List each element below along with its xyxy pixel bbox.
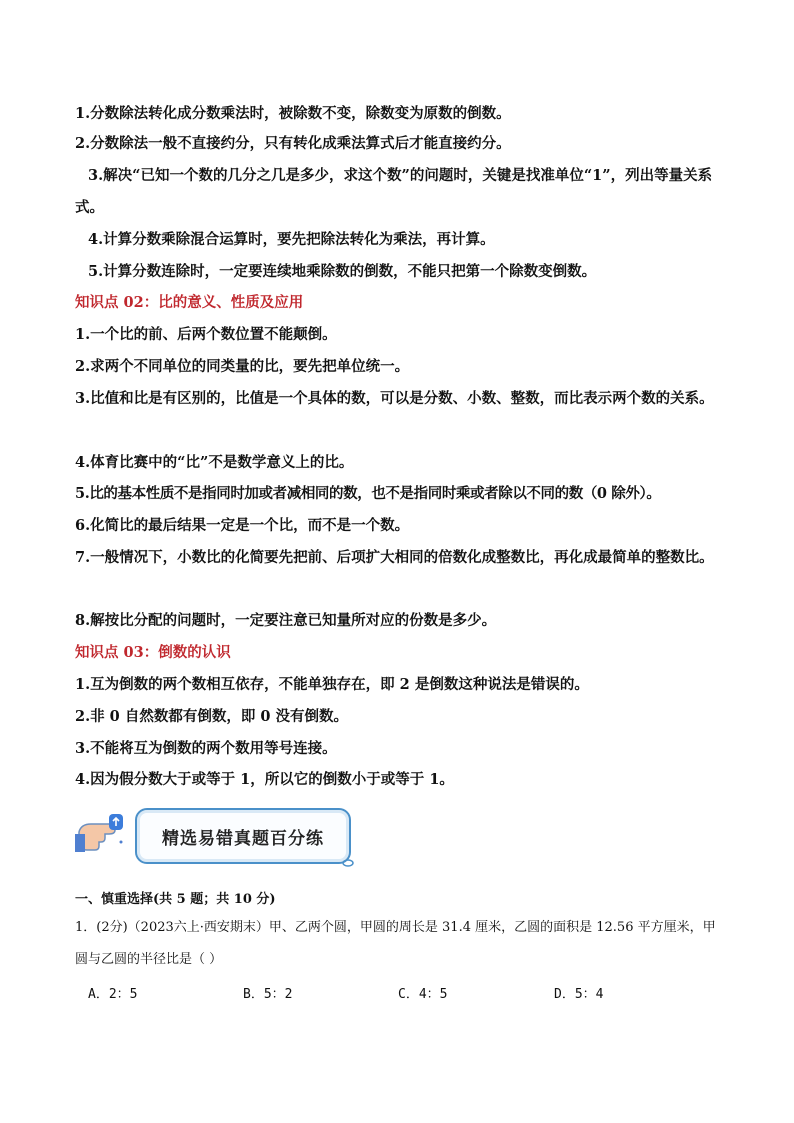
question-1-options — [88, 983, 708, 1003]
note-2-3: 3.比值和比是有区别的，比值是一个具体的数，可以是分数、小数、整数，而比表示两个数的关系。 — [75, 390, 714, 407]
note-2-5: 5.比的基本性质不是指同时加或者减相同的数，也不是指同时乘或者除以不同的数（0 除外）。 — [75, 485, 661, 502]
banner-title: 精选易错真题百分练 — [162, 829, 324, 849]
note-1-2: 2.分数除法一般不直接约分，只有转化成乘法算式后才能直接约分。 — [75, 135, 511, 152]
note-2-2: 2.求两个不同单位的同类量的比，要先把单位统一。 — [75, 358, 410, 375]
note-3-4: 4.因为假分数大于或等于 1，所以它的倒数小于或等于 1。 — [75, 771, 454, 788]
section-title: 一、慎重选择(共 5 题；共 10 分) — [75, 892, 276, 907]
note-2-1: 1.一个比的前、后两个数位置不能颠倒。 — [75, 326, 337, 343]
heading-knowledge-03: 知识点 03：倒数的认识 — [75, 644, 231, 661]
heading-knowledge-02: 知识点 02：比的意义、性质及应用 — [75, 294, 304, 311]
question-1-text: 1．(2分)（2023六上·西安期末）甲、乙两个圆，甲圆的周长是 31.4 厘米，乙圆的面积是 12.56 平方厘米，甲圆与乙圆的半径比是（ ） — [75, 920, 716, 967]
note-1-3: 3.解决“已知一个数的几分之几是多少，求这个数”的问题时，关键是找准单位“1”，列出等量关系式。 — [75, 167, 713, 216]
banner-box — [135, 808, 351, 864]
note-2-6: 6.化简比的最后结果一定是一个比，而不是一个数。 — [75, 517, 410, 534]
note-2-8: 8.解按比分配的问题时，一定要注意已知量所对应的份数是多少。 — [75, 612, 497, 629]
option-d[interactable]: D．5：4 — [554, 987, 604, 1002]
hand-pointing-icon — [75, 812, 127, 858]
note-3-2: 2.非 0 自然数都有倒数，即 0 没有倒数。 — [75, 708, 349, 725]
note-1-4: 4.计算分数乘除混合运算时，要先把除法转化为乘法，再计算。 — [88, 231, 495, 248]
note-2-4: 4.体育比赛中的“比”不是数学意义上的比。 — [75, 454, 354, 471]
note-3-3: 3.不能将互为倒数的两个数用等号连接。 — [75, 740, 337, 757]
option-b[interactable]: B．5：2 — [243, 987, 293, 1002]
note-3-1: 1.互为倒数的两个数相互依存，不能单独存在，即 2 是倒数这种说法是错误的。 — [75, 676, 589, 693]
link-decoration-icon — [341, 856, 355, 870]
note-1-5: 5.计算分数连除时，一定要连续地乘除数的倒数，不能只把第一个除数变倒数。 — [88, 263, 597, 280]
option-a[interactable]: A．2：5 — [88, 987, 138, 1002]
note-2-7: 7.一般情况下，小数比的化简要先把前、后项扩大相同的倍数化成整数比，再化成最简单的整数比。 — [75, 549, 714, 566]
exercise-banner — [75, 808, 351, 864]
note-1-1: 1.分数除法转化成分数乘法时，被除数不变，除数变为原数的倒数。 — [75, 105, 511, 122]
option-c[interactable]: C．4：5 — [398, 987, 448, 1002]
